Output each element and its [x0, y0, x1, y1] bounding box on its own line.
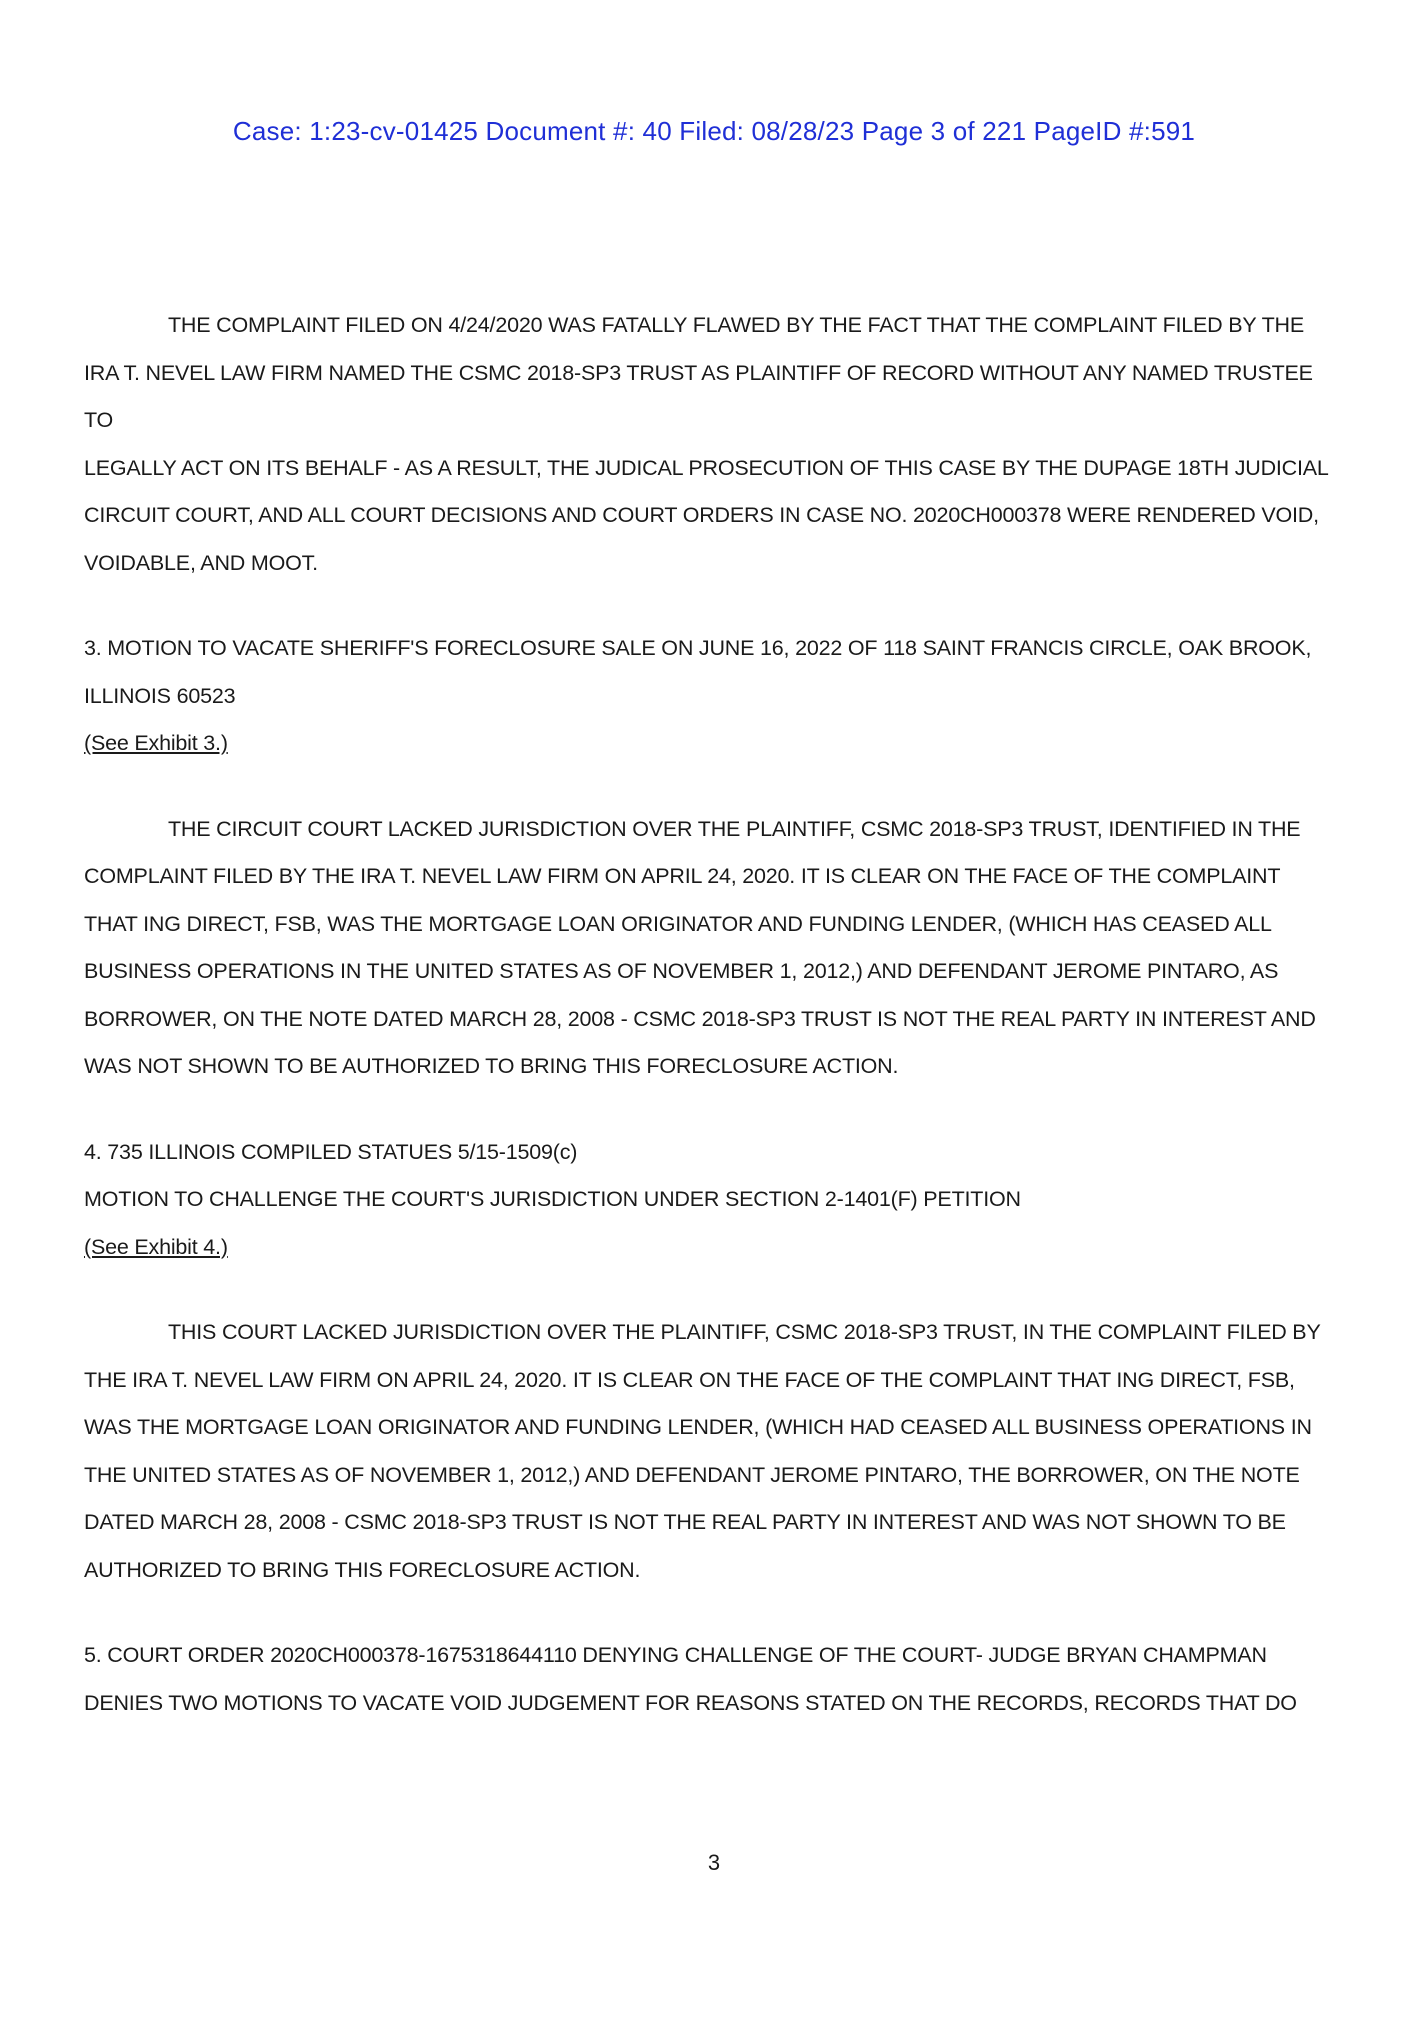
- heading-line: 4. 735 ILLINOIS COMPILED STATUES 5/15-1509(c): [84, 1139, 578, 1164]
- text-line: THE COMPLAINT FILED ON 4/24/2020 WAS FATALLY FLAWED BY THE FACT THAT THE COMPLAINT FILED BY THE: [168, 313, 1304, 337]
- heading-line: MOTION TO CHALLENGE THE COURT'S JURISDICTION UNDER SECTION 2-1401(F) PETITION: [84, 1187, 1021, 1211]
- heading-line: 3. MOTION TO VACATE SHERIFF'S FORECLOSURE SALE ON JUNE 16, 2022 OF 118 SAINT FRANCIS CIRCLE, OAK BROOK,: [84, 636, 1312, 660]
- section-heading-3: [84, 625, 1348, 768]
- text-line: AUTHORIZED TO BRING THIS FORECLOSURE ACTION.: [84, 1557, 641, 1582]
- section-heading-5: [84, 1632, 1348, 1727]
- text-line: TO: [84, 408, 114, 432]
- text-line: IRA T. NEVEL LAW FIRM NAMED THE CSMC 2018-SP3 TRUST AS PLAINTIFF OF RECORD WITHOUT ANY NAMED TRUSTEE: [84, 360, 1313, 385]
- text-line: THE IRA T. NEVEL LAW FIRM ON APRIL 24, 2020. IT IS CLEAR ON THE FACE OF THE COMPLAINT THAT ING DIRECT, FSB,: [84, 1367, 1295, 1392]
- text-line: WAS THE MORTGAGE LOAN ORIGINATOR AND FUNDING LENDER, (WHICH HAD CEASED ALL BUSINESS OPERATIONS IN: [84, 1415, 1312, 1439]
- text-line: COMPLAINT FILED BY THE IRA T. NEVEL LAW FIRM ON APRIL 24, 2020. IT IS CLEAR ON THE FACE OF THE COMPLAINT: [84, 864, 1281, 888]
- text-line: THE CIRCUIT COURT LACKED JURISDICTION OVER THE PLAINTIFF, CSMC 2018-SP3 TRUST, IDENTIFIED IN THE: [168, 816, 1301, 841]
- exhibit-reference-4: (See Exhibit 4.): [84, 1234, 228, 1259]
- exhibit-reference-3: (See Exhibit 3.): [84, 731, 228, 755]
- text-line: BORROWER, ON THE NOTE DATED MARCH 28, 2008 - CSMC 2018-SP3 TRUST IS NOT THE REAL PARTY IN INTEREST AND: [84, 1006, 1316, 1031]
- text-line: THE UNITED STATES AS OF NOVEMBER 1, 2012,) AND DEFENDANT JEROME PINTARO, THE BORROWER, ON THE NOTE: [84, 1462, 1300, 1487]
- heading-line: 5. COURT ORDER 2020CH000378-1675318644110 DENYING CHALLENGE OF THE COURT- JUDGE BRYAN CHAMPMAN: [84, 1643, 1267, 1667]
- text-line: THIS COURT LACKED JURISDICTION OVER THE PLAINTIFF, CSMC 2018-SP3 TRUST, IN THE COMPLAINT FILED BY: [168, 1320, 1321, 1344]
- case-header: Case: 1:23-cv-01425 Document #: 40 Filed: 08/28/23 Page 3 of 221 PageID #:591: [232, 116, 1196, 146]
- heading-line: DENIES TWO MOTIONS TO VACATE VOID JUDGEMENT FOR REASONS STATED ON THE RECORDS, RECORDS THAT DO: [84, 1690, 1297, 1715]
- page-number: 3: [707, 1850, 721, 1875]
- paragraph-complaint-flawed: [84, 302, 1348, 587]
- text-line: DATED MARCH 28, 2008 - CSMC 2018-SP3 TRUST IS NOT THE REAL PARTY IN INTEREST AND WAS NOT SHOWN TO BE: [84, 1510, 1286, 1534]
- heading-line: ILLINOIS 60523: [84, 683, 236, 708]
- paragraph-court-jurisdiction: [84, 1309, 1348, 1594]
- text-line: THAT ING DIRECT, FSB, WAS THE MORTGAGE LOAN ORIGINATOR AND FUNDING LENDER, (WHICH HAS CEASED ALL: [84, 911, 1272, 936]
- paragraph-circuit-court-jurisdiction: [84, 806, 1348, 1091]
- document-body: [84, 302, 1348, 1727]
- text-line: VOIDABLE, AND MOOT.: [84, 550, 318, 575]
- text-line: BUSINESS OPERATIONS IN THE UNITED STATES AS OF NOVEMBER 1, 2012,) AND DEFENDANT JEROME PINTARO, AS: [84, 959, 1279, 983]
- text-line: LEGALLY ACT ON ITS BEHALF - AS A RESULT, THE JUDICAL PROSECUTION OF THIS CASE BY THE DUPAGE 18TH JUDICIAL: [84, 455, 1329, 480]
- text-line: CIRCUIT COURT, AND ALL COURT DECISIONS AND COURT ORDERS IN CASE NO. 2020CH000378 WERE RENDERED VOID,: [84, 503, 1319, 527]
- section-heading-4: [84, 1129, 1348, 1272]
- text-line: WAS NOT SHOWN TO BE AUTHORIZED TO BRING THIS FORECLOSURE ACTION.: [84, 1054, 899, 1078]
